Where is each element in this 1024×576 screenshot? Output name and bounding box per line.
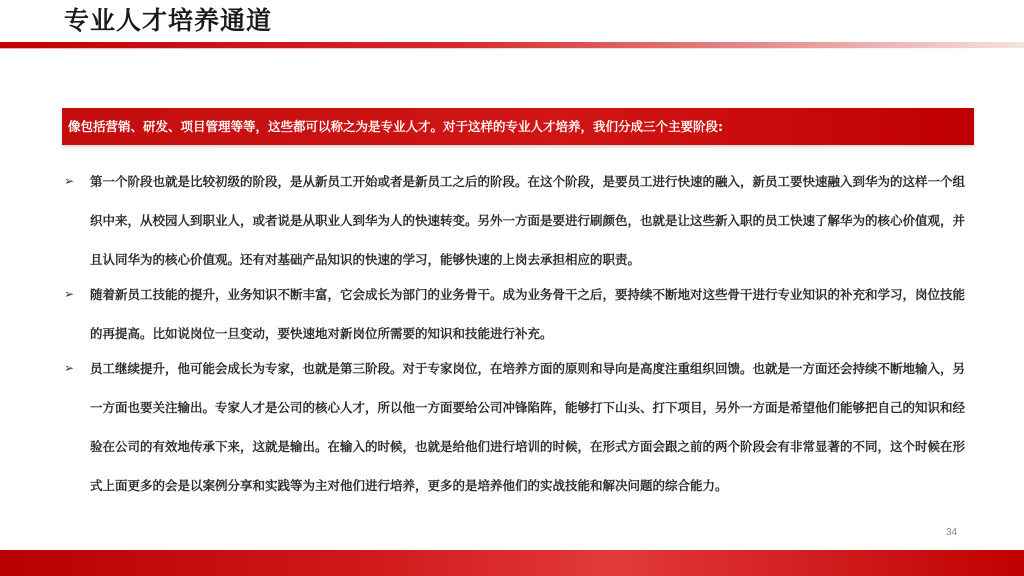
stage-bullet-text: 第一个阶段也就是比较初级的阶段，是从新员工开始或者是新员工之后的阶段。在这个阶段，是要员工进行快速的融入，新员工要快速融入到华为的这样一个组织中来，从校园人到职业人，或者说是从职业人到华为人的快速转变。另外一方面是要进行刷颜色，也就是让这些新入职的员工快速了解华为的核心价值观，并且认同华为的核心价值观。还有对基础产品知识的快速的学习，能够快速的上岗去承担相应的职责。 xyxy=(90,174,966,267)
stage-bullet-1 xyxy=(62,162,972,279)
slide-title: 专业人才培养通道 xyxy=(64,6,273,35)
arrow-bullet-icon: ➢ xyxy=(64,361,75,375)
stage-bullet-list xyxy=(62,162,972,505)
intro-banner: 像包括营销、研发、项目管理等等，这些都可以称之为是专业人才。对于这样的专业人才培养，我们分成三个主要阶段: xyxy=(62,108,974,145)
arrow-bullet-icon: ➢ xyxy=(64,287,75,301)
arrow-bullet-icon: ➢ xyxy=(64,174,75,188)
page-number: 34 xyxy=(946,527,958,538)
stage-bullet-text: 随着新员工技能的提升，业务知识不断丰富，它会成长为部门的业务骨干。成为业务骨干之后，要持续不断地对这些骨干进行专业知识的补充和学习，岗位技能的再提高。比如说岗位一旦变动，要快速地对新岗位所需要的知识和技能进行补充。 xyxy=(90,287,966,341)
stage-bullet-3 xyxy=(62,349,972,505)
footer-bar xyxy=(0,550,1024,576)
stage-bullet-text: 员工继续提升，他可能会成长为专家，也就是第三阶段。对于专家岗位，在培养方面的原则和导向是高度注重组织回馈。也就是一方面还会持续不断地输入，另一方面也要关注输出。专家人才是公司的核心人才，所以他一方面要给公司冲锋陷阵，能够打下山头、打下项目，另外一方面是希望他们能够把自己的知识和经验在公司的有效地传承下来，这就是输出。在输入的时候，也就是给他们进行培训的时候，在形式方面会跟之前的两个阶段会有非常显著的不同，这个时候在形式上面更多的会是以案例分享和实践等为主对他们进行培养，更多的是培养他们的实战技能和解决问题的综合能力。 xyxy=(90,361,966,493)
title-underline-shadow xyxy=(0,48,1024,49)
stage-bullet-2 xyxy=(62,275,972,353)
